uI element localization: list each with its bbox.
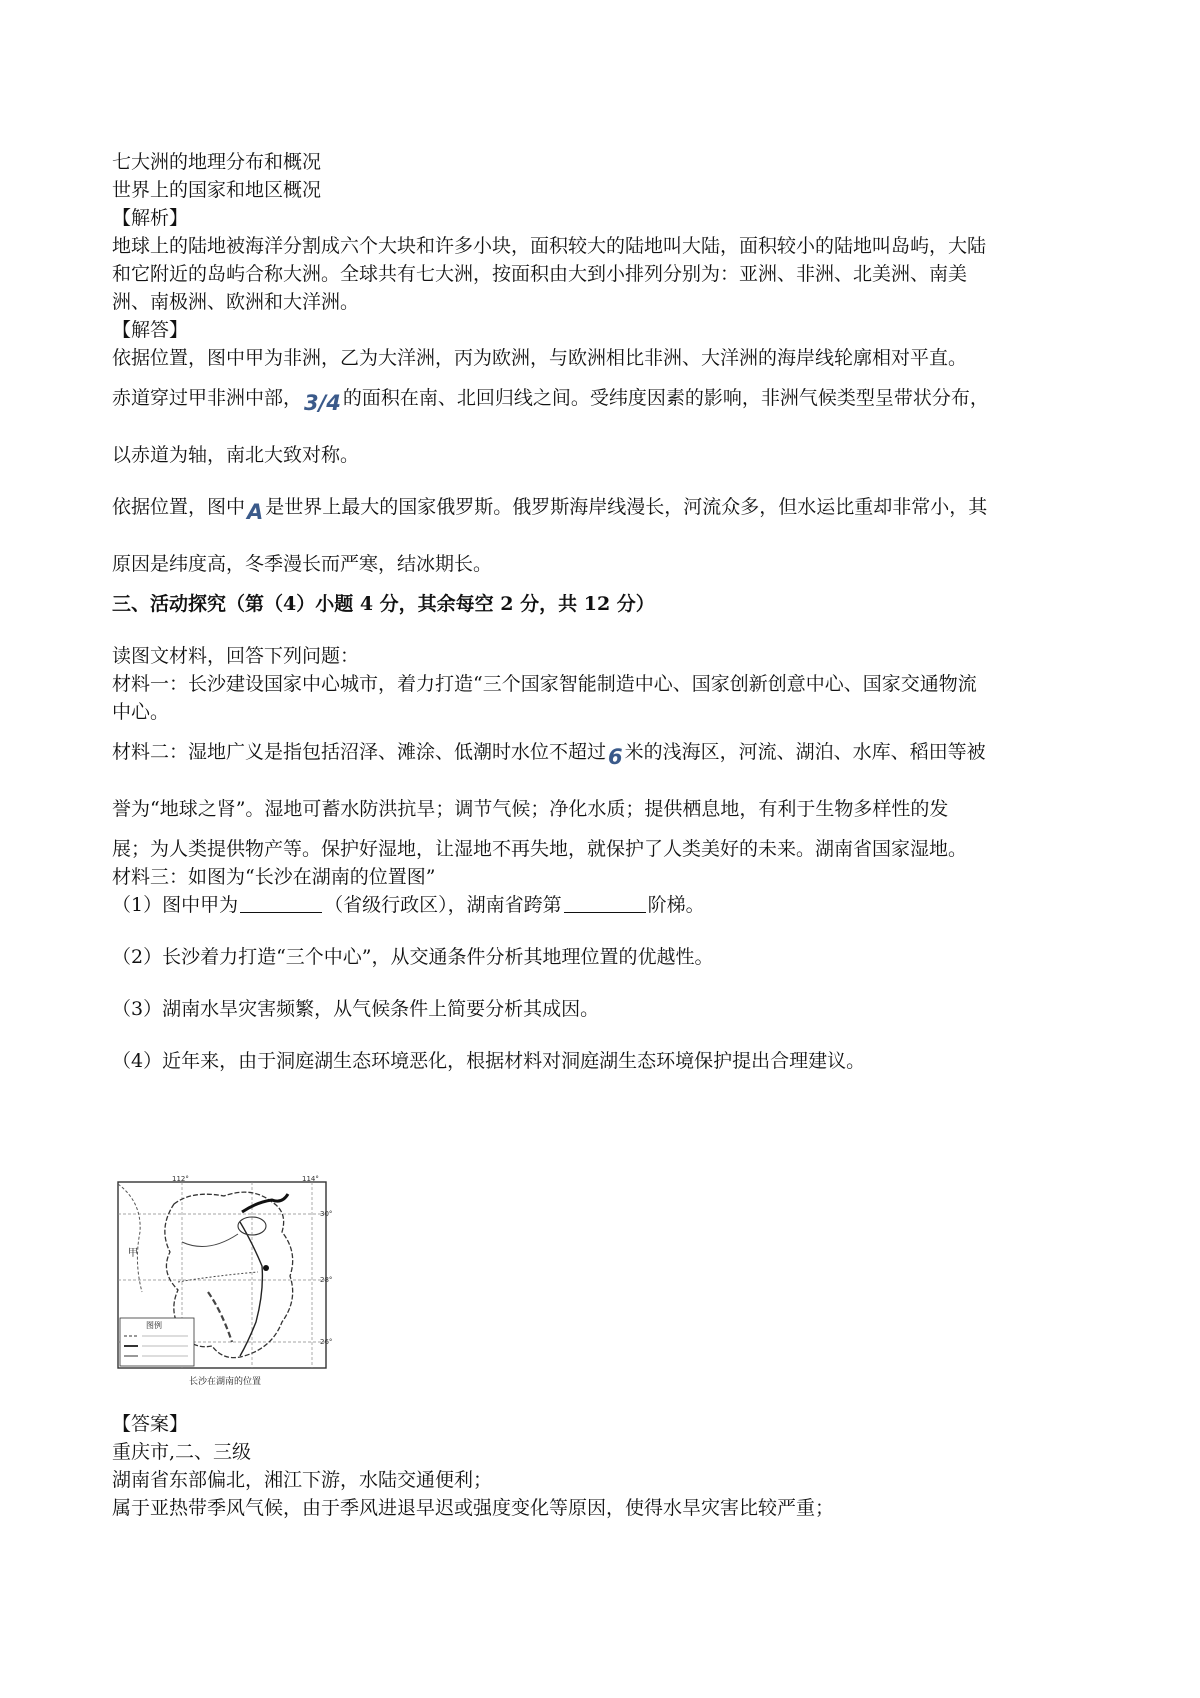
material2-line-2: 誉为“地球之肾”。湿地可蓄水防洪抗旱；调节气候；净化水质；提供栖息地，有利于生物多样性的发 [112, 798, 949, 820]
legend-title: 图例 [146, 1321, 162, 1330]
answer-text-3: 以赤道为轴，南北大致对称。 [112, 444, 360, 466]
number-glyph: 6 [608, 745, 623, 769]
question-1a: （1）图中甲为 [112, 894, 239, 916]
lat-label-26: 26° [320, 1338, 333, 1346]
material2-line-3: 展；为人类提供物产等。保护好湿地，让湿地不再失地，就保护了人类美好的未来。湖南省国家湿地。 [112, 838, 968, 860]
answer-blank-2[interactable] [564, 894, 646, 913]
map-caption: 长沙在湖南的位置 [188, 1377, 262, 1387]
topic-line-1: 七大洲的地理分布和概况 [112, 151, 322, 173]
answer-text-1: 依据位置，图中甲为非洲，乙为大洋洲，丙为欧洲，与欧洲相比非洲、大洋洲的海岸线轮廓相对平直。 [112, 347, 968, 369]
lon-label-112: 112° [172, 1175, 189, 1183]
map-figure [112, 1172, 338, 1396]
answer-text-2 [112, 372, 1092, 429]
changsha-city-marker [263, 1265, 269, 1271]
question-1 [112, 891, 1092, 919]
answer-text-5: 原因是纬度高，冬季漫长而严寒，结冰期长。 [112, 553, 493, 575]
material3-line: 材料三：如图为“长沙在湖南的位置图” [112, 866, 436, 888]
answer-text-2a: 赤道穿过甲非洲中部， [112, 387, 303, 409]
fraction-glyph: 3/4 [304, 391, 341, 415]
answer-text-4a: 依据位置，图中 [112, 496, 246, 518]
material1-line-2: 中心。 [112, 701, 170, 723]
answer-key-heading: 【答案】 [112, 1413, 189, 1435]
analysis-text-3: 洲、南极洲、欧洲和大洋洲。 [112, 291, 360, 313]
letter-glyph: A [247, 500, 264, 524]
question-1b: （省级行政区），湖南省跨第 [324, 894, 562, 916]
answer-key-1: 重庆市,二、三级 [112, 1441, 252, 1463]
answer-key-2: 湖南省东部偏北，湘江下游，水陆交通便利； [112, 1469, 493, 1491]
question-4: （4）近年来，由于洞庭湖生态环境恶化，根据材料对洞庭湖生态环境保护提出合理建议。 [112, 1050, 866, 1072]
question-1c: 阶梯。 [647, 894, 705, 916]
material2-line-1 [112, 726, 1092, 783]
answer-text-4b: 是世界上最大的国家俄罗斯。俄罗斯海岸线漫长，河流众多，但水运比重却非常小，其 [265, 496, 988, 518]
answer-text-2b: 的面积在南、北回归线之间。受纬度因素的影响，非洲气候类型呈带状分布， [342, 387, 989, 409]
hunan-location-map [112, 1172, 338, 1396]
section3-title: 三、活动探究（第（4）小题 4 分，其余每空 2 分，共 12 分） [112, 593, 655, 615]
answer-blank-1[interactable] [240, 894, 322, 913]
lat-label-30: 30° [320, 1210, 333, 1218]
analysis-text-2: 和它附近的岛屿合称大洲。全球共有七大洲，按面积由大到小排列分别为：亚洲、非洲、北美洲、南美 [112, 263, 968, 285]
lon-label-114: 114° [302, 1175, 319, 1183]
material2-line-1b: 米的浅海区，河流、湖泊、水库、稻田等被 [624, 741, 986, 763]
material2-line-1a: 材料二：湿地广义是指包括沼泽、滩涂、低潮时水位不超过 [112, 741, 607, 763]
answer-section [112, 1410, 1092, 1522]
label-jia: 甲 [128, 1248, 138, 1259]
analysis-heading: 【解析】 [112, 207, 189, 229]
analysis-text-1: 地球上的陆地被海洋分割成六个大块和许多小块，面积较大的陆地叫大陆，面积较小的陆地叫岛屿，大陆 [112, 235, 987, 257]
section3-intro: 读图文材料，回答下列问题： [112, 645, 360, 667]
answer-key-3: 属于亚热带季风气候，由于季风进退早迟或强度变化等原因，使得水旱灾害比较严重； [112, 1497, 835, 1519]
document-body [112, 148, 1092, 1075]
question-3: （3）湖南水旱灾害频繁，从气候条件上简要分析其成因。 [112, 998, 600, 1020]
answer-text-4 [112, 481, 1092, 538]
topic-line-2: 世界上的国家和地区概况 [112, 179, 322, 201]
lat-label-28: 28° [320, 1276, 333, 1284]
answer-heading: 【解答】 [112, 319, 189, 341]
material1-line-1: 材料一：长沙建设国家中心城市，着力打造“三个国家智能制造中心、国家创新创意中心、国家交通物流 [112, 673, 977, 695]
question-2: （2）长沙着力打造“三个中心”，从交通条件分析其地理位置的优越性。 [112, 946, 714, 968]
